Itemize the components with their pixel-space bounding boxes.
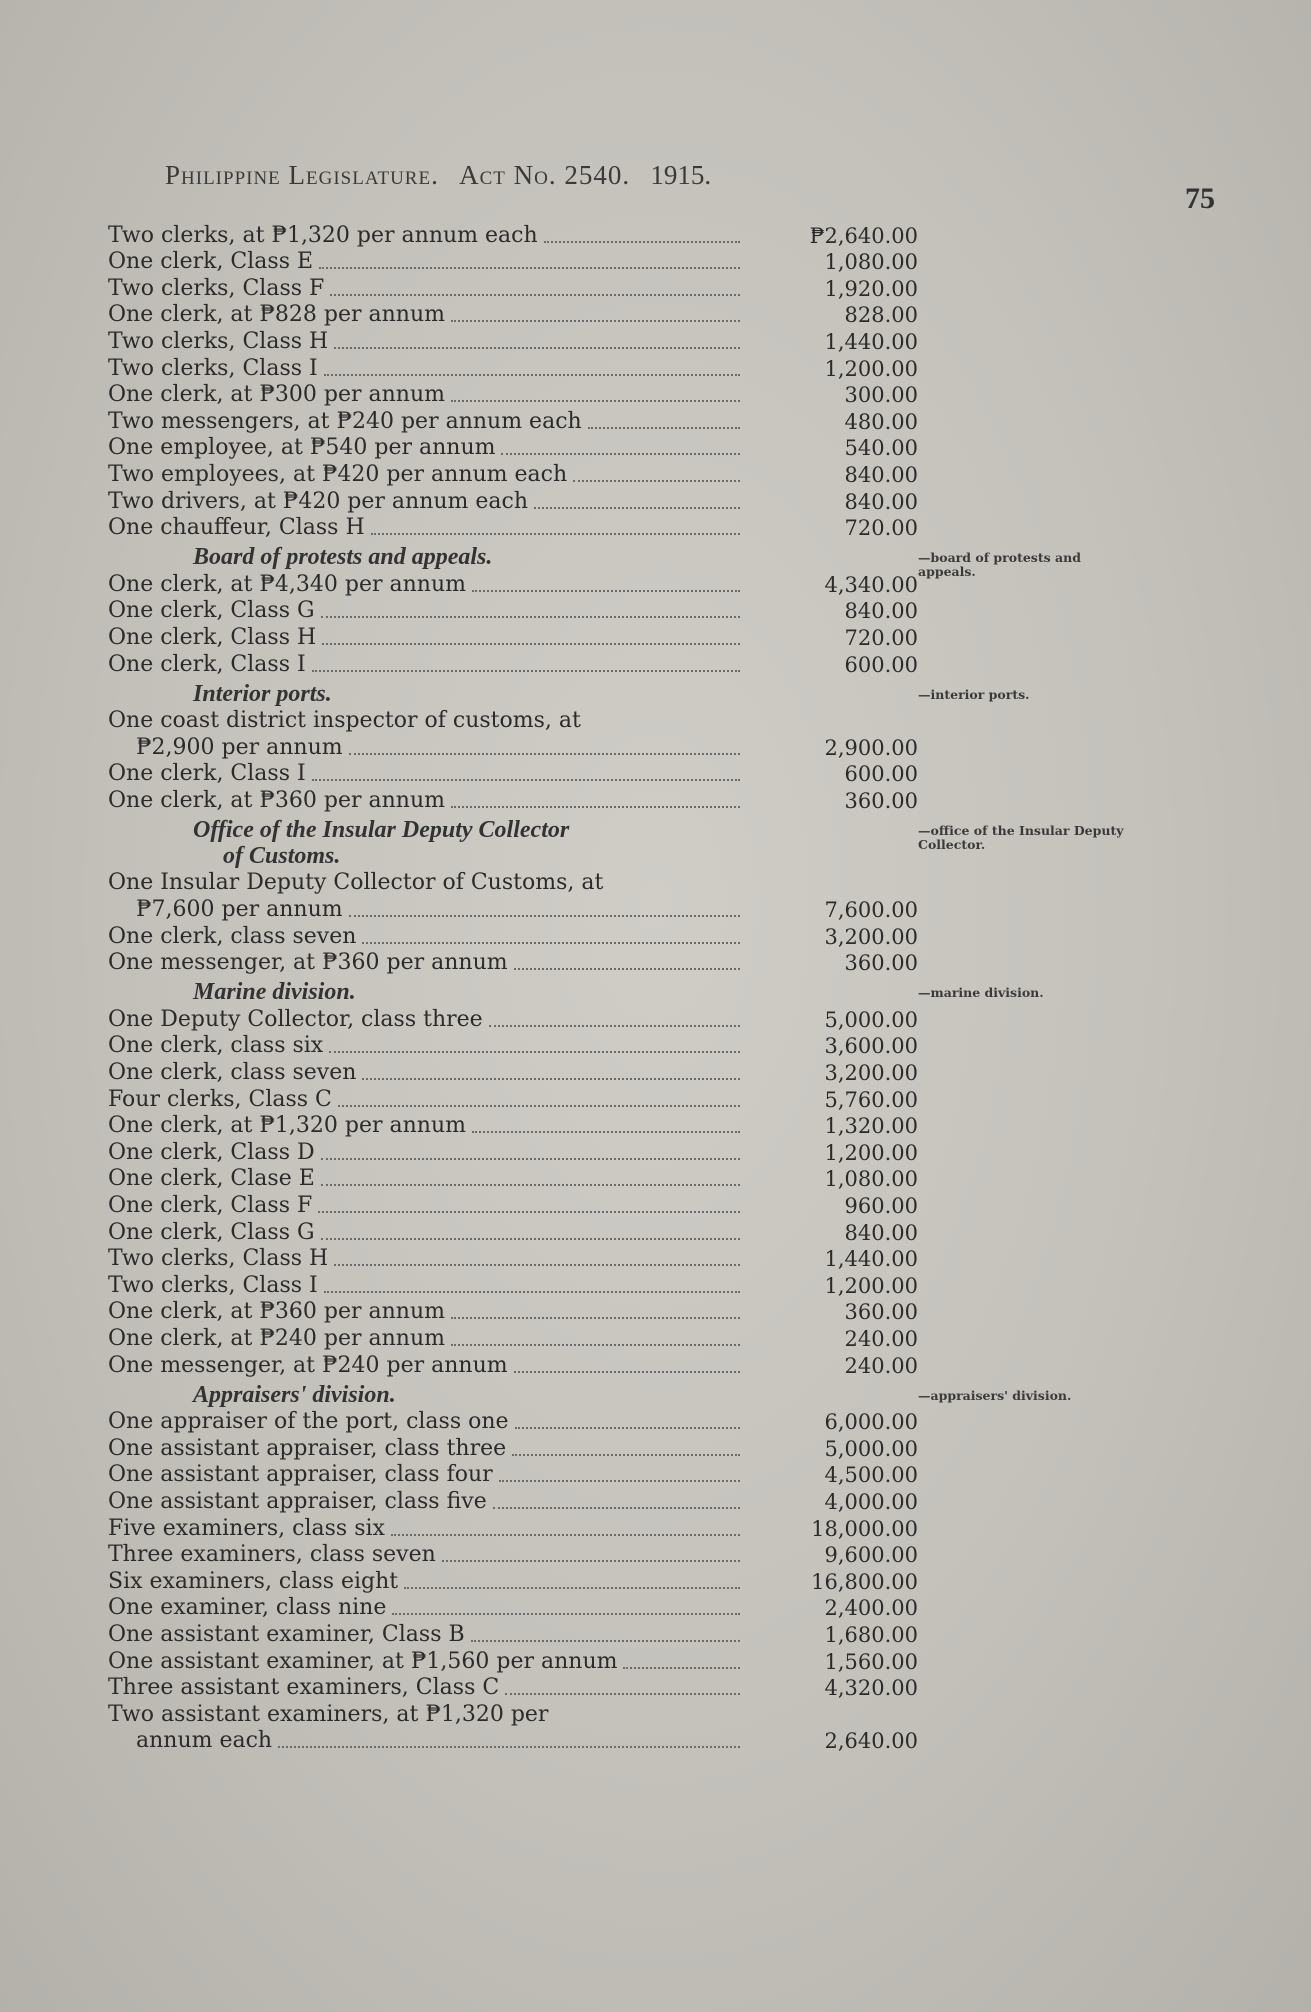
- line-item: [108, 923, 928, 950]
- dot-leader: [349, 753, 740, 755]
- line-item-label: One clerk, Class I: [108, 651, 306, 677]
- line-item: [108, 1166, 928, 1193]
- line-item-amount: 360.00: [844, 951, 918, 976]
- line-item-label: One Deputy Collector, class three: [108, 1006, 483, 1032]
- dot-leader: [623, 1667, 740, 1669]
- line-item: [108, 1488, 928, 1515]
- appropriation-list: [108, 222, 928, 1754]
- line-item-amount: 300.00: [844, 383, 918, 408]
- line-item-label: Two employees, at ₱420 per annum each: [108, 461, 568, 487]
- line-item: [108, 1139, 928, 1166]
- dot-leader: [499, 1480, 740, 1482]
- dot-leader: [330, 294, 740, 296]
- line-item-label: Four clerks, Class C: [108, 1086, 332, 1112]
- line-item-label: One assistant examiner, at ₱1,560 per annum: [108, 1648, 618, 1674]
- dot-leader: [493, 1507, 740, 1509]
- line-item-amount: 4,320.00: [824, 1676, 918, 1701]
- line-item: [108, 1192, 928, 1219]
- line-item: [108, 1701, 928, 1728]
- line-item-label: One clerk, at ₱360 per annum: [108, 787, 445, 813]
- line-item: [108, 651, 928, 678]
- line-item: [108, 624, 928, 651]
- dot-leader: [534, 507, 740, 509]
- dot-leader: [514, 968, 740, 970]
- dot-leader: [321, 1238, 740, 1240]
- line-item: [108, 461, 928, 488]
- line-item-amount: 240.00: [844, 1353, 918, 1378]
- line-item-amount: 240.00: [844, 1326, 918, 1351]
- line-item: [108, 1621, 928, 1648]
- line-item-amount: 720.00: [844, 516, 918, 541]
- line-item-label: One clerk, Class I: [108, 761, 306, 787]
- line-item: [108, 1325, 928, 1352]
- line-item-label: One assistant appraiser, class five: [108, 1488, 487, 1514]
- dot-leader: [588, 427, 740, 429]
- dot-leader: [321, 1184, 740, 1186]
- margin-note: —office of the Insular Deputy Collector.: [918, 823, 1124, 852]
- line-item-label: Two drivers, at ₱420 per annum each: [108, 488, 529, 514]
- section-heading: of Customs.: [223, 842, 341, 869]
- line-item: [108, 515, 928, 542]
- line-item-amount: 840.00: [844, 1220, 918, 1245]
- line-item-label: One chauffeur, Class H: [108, 515, 365, 541]
- line-item-label: One clerk, at ₱828 per annum: [108, 302, 445, 328]
- line-item-label: One Insular Deputy Collector of Customs, at: [108, 870, 604, 896]
- running-header: [165, 160, 865, 192]
- line-item-label: One appraiser of the port, class one: [108, 1409, 509, 1435]
- line-item: [108, 787, 928, 814]
- line-item-label: Two messengers, at ₱240 per annum each: [108, 408, 582, 434]
- line-item-amount: 360.00: [844, 1300, 918, 1325]
- line-item-label: One assistant examiner, Class B: [108, 1621, 465, 1647]
- margin-note: —board of protests and appeals.: [918, 550, 1081, 579]
- line-item-label: One examiner, class nine: [108, 1595, 387, 1621]
- dot-leader: [329, 1051, 740, 1053]
- line-item-label: Two clerks, Class I: [108, 355, 318, 381]
- line-item-label: ₱2,900 per annum: [136, 734, 343, 760]
- line-item-amount: 3,200.00: [824, 1061, 918, 1086]
- line-item-amount: 18,000.00: [811, 1516, 918, 1541]
- line-item: [108, 1006, 928, 1033]
- line-item-amount: 5,760.00: [824, 1087, 918, 1112]
- dot-leader: [489, 1025, 740, 1027]
- line-item: [108, 598, 928, 625]
- dot-leader: [512, 1454, 740, 1456]
- dot-leader: [505, 1693, 740, 1695]
- margin-note: —interior ports.: [918, 687, 1030, 702]
- year: 1915.: [650, 160, 712, 190]
- line-item-amount: 960.00: [844, 1194, 918, 1218]
- line-item-amount: 3,600.00: [824, 1034, 918, 1059]
- section-heading: Board of protests and appeals.: [193, 544, 493, 571]
- line-item: [108, 1113, 928, 1140]
- line-item-amount: 840.00: [844, 462, 918, 487]
- line-item: [108, 1352, 928, 1379]
- section-heading: Interior ports.: [193, 680, 332, 707]
- dot-leader: [472, 590, 740, 592]
- line-item: [108, 1272, 928, 1299]
- line-item: [108, 896, 928, 923]
- line-item: [108, 1515, 928, 1542]
- line-item: [108, 950, 928, 977]
- line-item-amount: 540.00: [844, 436, 918, 461]
- line-item: [108, 870, 928, 897]
- line-item-amount: 6,000.00: [824, 1410, 918, 1435]
- section-heading: Marine division.: [193, 979, 356, 1006]
- line-item-label: Two clerks, at ₱1,320 per annum each: [108, 222, 538, 248]
- line-item-label: One clerk, Class G: [108, 598, 315, 624]
- line-item: [108, 1299, 928, 1326]
- dot-leader: [451, 1317, 740, 1319]
- line-item-amount: 600.00: [844, 652, 918, 677]
- line-item-label: One clerk, at ₱1,320 per annum: [108, 1113, 466, 1139]
- line-item-label: One clerk, Class F: [108, 1193, 313, 1218]
- dot-leader: [318, 1211, 740, 1213]
- margin-note: —marine division.: [918, 985, 1044, 1000]
- dot-leader: [324, 1291, 740, 1293]
- dot-leader: [319, 267, 740, 269]
- line-item-label: One clerk, at ₱360 per annum: [108, 1299, 445, 1325]
- line-item-label: One clerk, class six: [108, 1033, 324, 1059]
- dot-leader: [451, 806, 740, 808]
- line-item-label: One clerk, Clase E: [108, 1166, 315, 1192]
- dot-leader: [544, 241, 740, 243]
- line-item-label: Two clerks, Class H: [108, 1246, 329, 1272]
- line-item-label: One clerk, Class H: [108, 624, 317, 650]
- dot-leader: [501, 453, 740, 455]
- line-item: [108, 1728, 928, 1755]
- line-item: [108, 408, 928, 435]
- dot-leader: [392, 1613, 740, 1615]
- line-item: [108, 1246, 928, 1273]
- dot-leader: [514, 1371, 740, 1373]
- line-item-amount: 1,080.00: [824, 1167, 918, 1192]
- line-item: [108, 1059, 928, 1086]
- dot-leader: [349, 915, 740, 917]
- dot-leader: [451, 320, 740, 322]
- dot-leader: [573, 480, 740, 482]
- line-item: [108, 1648, 928, 1675]
- line-item-label: Two clerks, Class I: [108, 1272, 318, 1298]
- line-item: [108, 435, 928, 462]
- line-item-label: ₱7,600 per annum: [136, 897, 343, 923]
- dot-leader: [338, 1105, 740, 1107]
- dot-leader: [442, 1560, 740, 1562]
- line-item-amount: 9,600.00: [824, 1543, 918, 1568]
- dot-leader: [451, 1344, 740, 1346]
- line-item-amount: 1,440.00: [824, 329, 918, 354]
- line-item-amount: 360.00: [844, 788, 918, 813]
- section-heading: Appraisers' division.: [193, 1381, 396, 1408]
- line-item-label: One clerk, at ₱4,340 per annum: [108, 571, 466, 597]
- line-item-amount: 1,200.00: [824, 1273, 918, 1298]
- dot-leader: [515, 1427, 740, 1429]
- line-item: [108, 734, 928, 761]
- line-item: [108, 1219, 928, 1246]
- dot-leader: [391, 1534, 740, 1536]
- line-item-amount: 828.00: [844, 303, 918, 328]
- line-item-amount: 1,560.00: [824, 1649, 918, 1674]
- line-item-amount: 1,920.00: [824, 276, 918, 301]
- line-item-label: One coast district inspector of customs, at: [108, 708, 581, 734]
- line-item-amount: 1,200.00: [824, 356, 918, 381]
- line-item-amount: 16,800.00: [811, 1569, 918, 1594]
- dot-leader: [278, 1746, 740, 1748]
- dot-leader: [404, 1587, 740, 1589]
- line-item-label: Five examiners, class six: [108, 1515, 385, 1541]
- line-item-amount: 3,200.00: [824, 924, 918, 949]
- line-item: [108, 328, 928, 355]
- line-item-label: One messenger, at ₱240 per annum: [108, 1352, 508, 1378]
- dot-leader: [471, 1640, 740, 1642]
- line-item: [108, 1435, 928, 1462]
- line-item: [108, 1542, 928, 1569]
- dot-leader: [312, 670, 740, 672]
- line-item: [108, 1409, 928, 1436]
- line-item-label: Two clerks, Class F: [108, 275, 325, 301]
- line-item-label: Two clerks, Class H: [108, 328, 329, 354]
- line-item-label: One clerk, Class G: [108, 1219, 315, 1245]
- line-item: [108, 275, 928, 302]
- line-item-label: One messenger, at ₱360 per annum: [108, 950, 508, 976]
- line-item-label: One clerk, at ₱240 per annum: [108, 1325, 445, 1351]
- line-item-amount: 5,000.00: [824, 1436, 918, 1461]
- line-item-amount: 1,080.00: [824, 250, 918, 275]
- section-heading: Office of the Insular Deputy Collector: [193, 816, 570, 843]
- dot-leader: [312, 779, 740, 781]
- line-item-label: One clerk, class seven: [108, 923, 357, 949]
- line-item-label: Six examiners, class eight: [108, 1568, 399, 1594]
- line-item-label: annum each: [136, 1728, 273, 1754]
- line-item-amount: 840.00: [844, 599, 918, 624]
- line-item-label: One assistant appraiser, class four: [108, 1462, 493, 1488]
- line-item-amount: 480.00: [844, 409, 918, 434]
- line-item-label: One clerk, at ₱300 per annum: [108, 382, 445, 408]
- line-item: [108, 302, 928, 329]
- dot-leader: [472, 1131, 740, 1133]
- act-number: Act No. 2540.: [459, 160, 631, 190]
- line-item-amount: 7,600.00: [824, 898, 918, 923]
- page-number: 75: [1185, 182, 1215, 215]
- line-item-amount: 1,440.00: [824, 1247, 918, 1272]
- line-item: [108, 355, 928, 382]
- line-item: [108, 571, 928, 598]
- line-item-label: One clerk, Class E: [108, 249, 314, 275]
- line-item: [108, 382, 928, 409]
- dot-leader: [334, 1264, 740, 1266]
- dot-leader: [321, 1158, 740, 1160]
- line-item-label: Three examiners, class seven: [108, 1542, 436, 1568]
- line-item: [108, 222, 928, 249]
- line-item-amount: 5,000.00: [824, 1007, 918, 1032]
- dot-leader: [451, 400, 740, 402]
- line-item-amount: 4,000.00: [824, 1489, 918, 1514]
- line-item-amount: 1,320.00: [824, 1114, 918, 1139]
- line-item: [108, 1675, 928, 1702]
- line-item: [108, 1462, 928, 1489]
- line-item: [108, 1033, 928, 1060]
- line-item: [108, 1086, 928, 1113]
- line-item-amount: 2,900.00: [824, 735, 918, 760]
- line-item: [108, 1595, 928, 1622]
- dot-leader: [371, 533, 740, 535]
- line-item: [108, 761, 928, 788]
- line-item-amount: 720.00: [844, 625, 918, 650]
- line-item-amount: 4,500.00: [824, 1463, 918, 1488]
- line-item-amount: ₱2,640.00: [809, 223, 918, 248]
- line-item-label: Three assistant examiners, Class C: [108, 1675, 500, 1701]
- line-item: [108, 708, 928, 735]
- margin-note: —appraisers' division.: [918, 1388, 1072, 1403]
- dot-leader: [324, 374, 740, 376]
- dot-leader: [321, 616, 740, 618]
- line-item-amount: 2,640.00: [824, 1729, 918, 1754]
- line-item-amount: 840.00: [844, 489, 918, 514]
- line-item-label: Two assistant examiners, at ₱1,320 per: [108, 1701, 549, 1727]
- legislature-title: Philippine Legislature.: [165, 160, 439, 190]
- line-item-amount: 4,340.00: [824, 572, 918, 597]
- line-item-amount: 1,680.00: [824, 1622, 918, 1647]
- line-item-amount: 2,400.00: [824, 1596, 918, 1621]
- line-item: [108, 1568, 928, 1595]
- line-item-label: One assistant appraiser, class three: [108, 1435, 507, 1461]
- line-item-label: One clerk, Class D: [108, 1139, 315, 1165]
- dot-leader: [362, 942, 740, 944]
- line-item-amount: 1,200.00: [824, 1140, 918, 1165]
- dot-leader: [334, 347, 740, 349]
- line-item: [108, 249, 928, 276]
- line-item: [108, 488, 928, 515]
- dot-leader: [362, 1078, 740, 1080]
- line-item-amount: 600.00: [844, 762, 918, 787]
- line-item-label: One clerk, class seven: [108, 1060, 357, 1086]
- dot-leader: [322, 643, 740, 645]
- line-item-label: One employee, at ₱540 per annum: [108, 435, 496, 461]
